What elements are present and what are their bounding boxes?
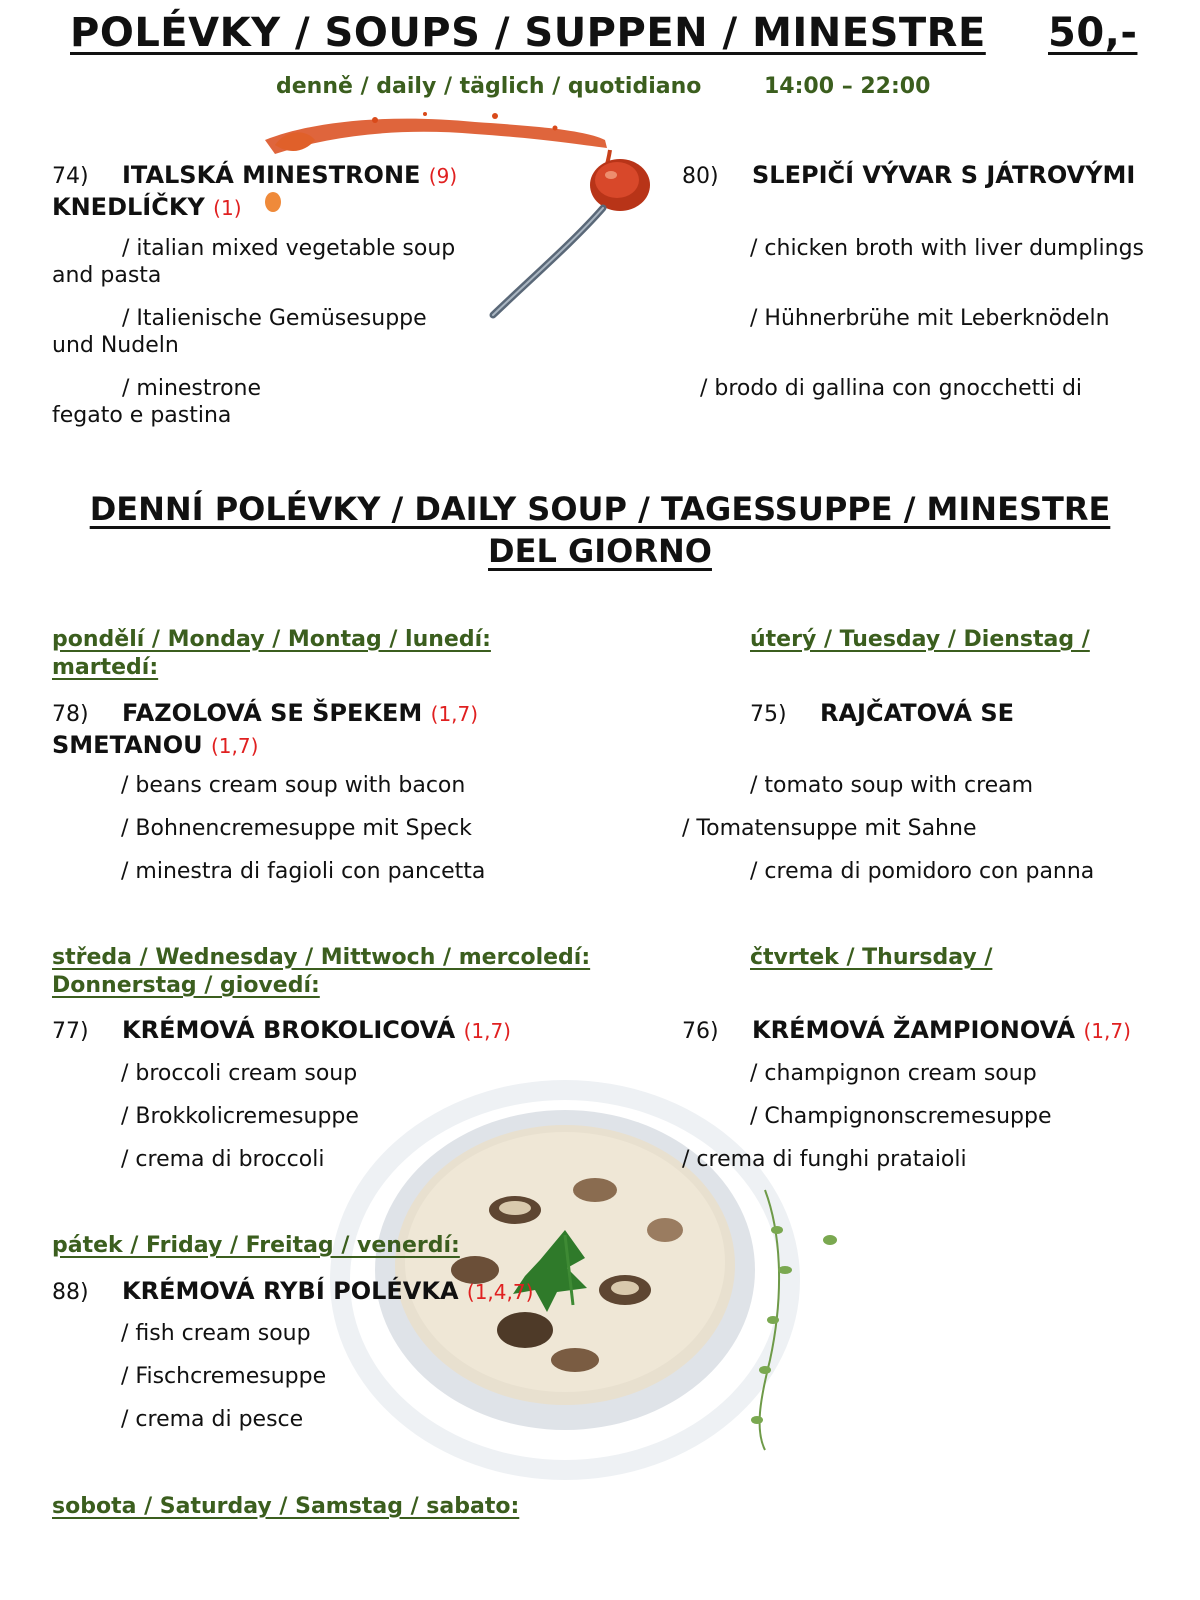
dish-name: KRÉMOVÁ RYBÍ POLÉVKA <box>122 1277 459 1305</box>
dish-name-line2: KNEDLÍČKY <box>52 193 205 221</box>
soup-78-en: / beans cream soup with bacon <box>121 773 466 798</box>
soup-number: 78) <box>52 702 89 727</box>
daily-label: denně / daily / täglich / quotidiano <box>276 74 702 99</box>
day-label-monday: pondělí / Monday / Montag / lunedí: <box>52 627 491 652</box>
soup-number: 76) <box>682 1019 719 1044</box>
soup-74-it: / minestrone <box>122 376 262 401</box>
day-label-saturday: sobota / Saturday / Samstag / sabato: <box>52 1494 520 1519</box>
soup-number: 88) <box>52 1280 89 1305</box>
daily-time: 14:00 – 22:00 <box>764 74 931 99</box>
allergen-label: (1,7) <box>210 734 259 758</box>
daily-soups-title: DENNÍ POLÉVKY / DAILY SOUP / TAGESSUPPE / MINESTRE DEL GIORNO <box>89 490 1111 570</box>
soup-80-it: / brodo di gallina con gnocchetti di <box>700 376 1083 401</box>
soup-number: 77) <box>52 1019 89 1044</box>
dish-name: RAJČATOVÁ SE <box>820 699 1014 727</box>
allergen-label: (1,4,7) <box>466 1280 534 1304</box>
soup-75-en: / tomato soup with cream <box>750 773 1034 798</box>
soup-77-en: / broccoli cream soup <box>121 1061 358 1086</box>
soup-77-de: / Brokkolicremesuppe <box>121 1104 359 1129</box>
soup-76-en: / champignon cream soup <box>750 1061 1037 1086</box>
day-label-thursday: čtvrtek / Thursday / <box>750 945 993 970</box>
day-label-tuesday: úterý / Tuesday / Dienstag / <box>750 627 1090 652</box>
soup-74-name <box>52 160 472 223</box>
soup-76-de: / Champignonscremesuppe <box>750 1104 1052 1129</box>
soup-74-it-cont: fegato e pastina <box>52 403 232 428</box>
dish-name-line1: FAZOLOVÁ SE ŠPEKEM <box>122 699 423 727</box>
soup-75-it: / crema di pomidoro con panna <box>750 859 1095 884</box>
price: 50,- <box>1048 10 1138 56</box>
soup-88-de: / Fischcremesuppe <box>121 1364 327 1389</box>
dish-name: KRÉMOVÁ ŽAMPIONOVÁ <box>752 1016 1076 1044</box>
soup-80-de: / Hühnerbrühe mit Leberknödeln <box>750 306 1110 331</box>
soup-80-name <box>682 160 1135 192</box>
soup-75-name <box>750 698 1014 730</box>
allergen-label: (9) <box>428 164 458 188</box>
allergen-label: (1,7) <box>1083 1019 1131 1043</box>
dish-name-line1: ITALSKÁ MINESTRONE <box>122 161 421 189</box>
soup-78-name <box>52 698 612 761</box>
soup-74-de-cont: und Nudeln <box>52 333 179 358</box>
soup-80-en: / chicken broth with liver dumplings <box>750 236 1145 261</box>
mushroom-soup-bowl-image <box>325 1030 845 1490</box>
soup-number: 80) <box>682 164 719 189</box>
soup-77-it: / crema di broccoli <box>121 1147 325 1172</box>
soup-88-en: / fish cream soup <box>121 1321 311 1346</box>
day-label-wednesday-cont: Donnerstag / giovedí: <box>52 973 320 998</box>
soup-76-name <box>682 1015 1131 1047</box>
soup-78-de: / Bohnencremesuppe mit Speck <box>121 816 472 841</box>
soup-88-it: / crema di pesce <box>121 1407 304 1432</box>
soup-77-name <box>52 1015 511 1047</box>
soup-number: 74) <box>52 164 89 189</box>
soup-74-en: / italian mixed vegetable soup <box>122 236 456 261</box>
soup-74-en-cont: and pasta <box>52 263 162 288</box>
dish-name: SLEPIČÍ VÝVAR S JÁTROVÝMI <box>752 161 1136 189</box>
soup-74 <box>52 160 472 223</box>
allergen-label: (1,7) <box>430 702 479 726</box>
day-label-friday: pátek / Friday / Freitag / venerdí: <box>52 1233 460 1258</box>
soup-76-it: / crema di funghi prataioli <box>682 1147 967 1172</box>
title-text: POLÉVKY / SOUPS / SUPPEN / MINESTRE <box>70 10 986 56</box>
soup-88-name <box>52 1276 533 1308</box>
allergen-label: (1,7) <box>463 1019 511 1043</box>
dish-name: KRÉMOVÁ BROKOLICOVÁ <box>122 1016 456 1044</box>
soup-75-de: / Tomatensuppe mit Sahne <box>682 816 977 841</box>
soup-number: 75) <box>750 702 787 727</box>
soup-74-de: / Italienische Gemüsesuppe <box>122 306 427 331</box>
dish-name-line2: SMETANOU <box>52 731 203 759</box>
page-title <box>70 10 986 56</box>
soup-78-it: / minestra di fagioli con pancetta <box>121 859 486 884</box>
day-label-monday-cont: martedí: <box>52 655 159 680</box>
day-label-wednesday: středa / Wednesday / Mittwoch / mercoledí: <box>52 945 591 970</box>
allergen-label: (1) <box>213 196 242 220</box>
